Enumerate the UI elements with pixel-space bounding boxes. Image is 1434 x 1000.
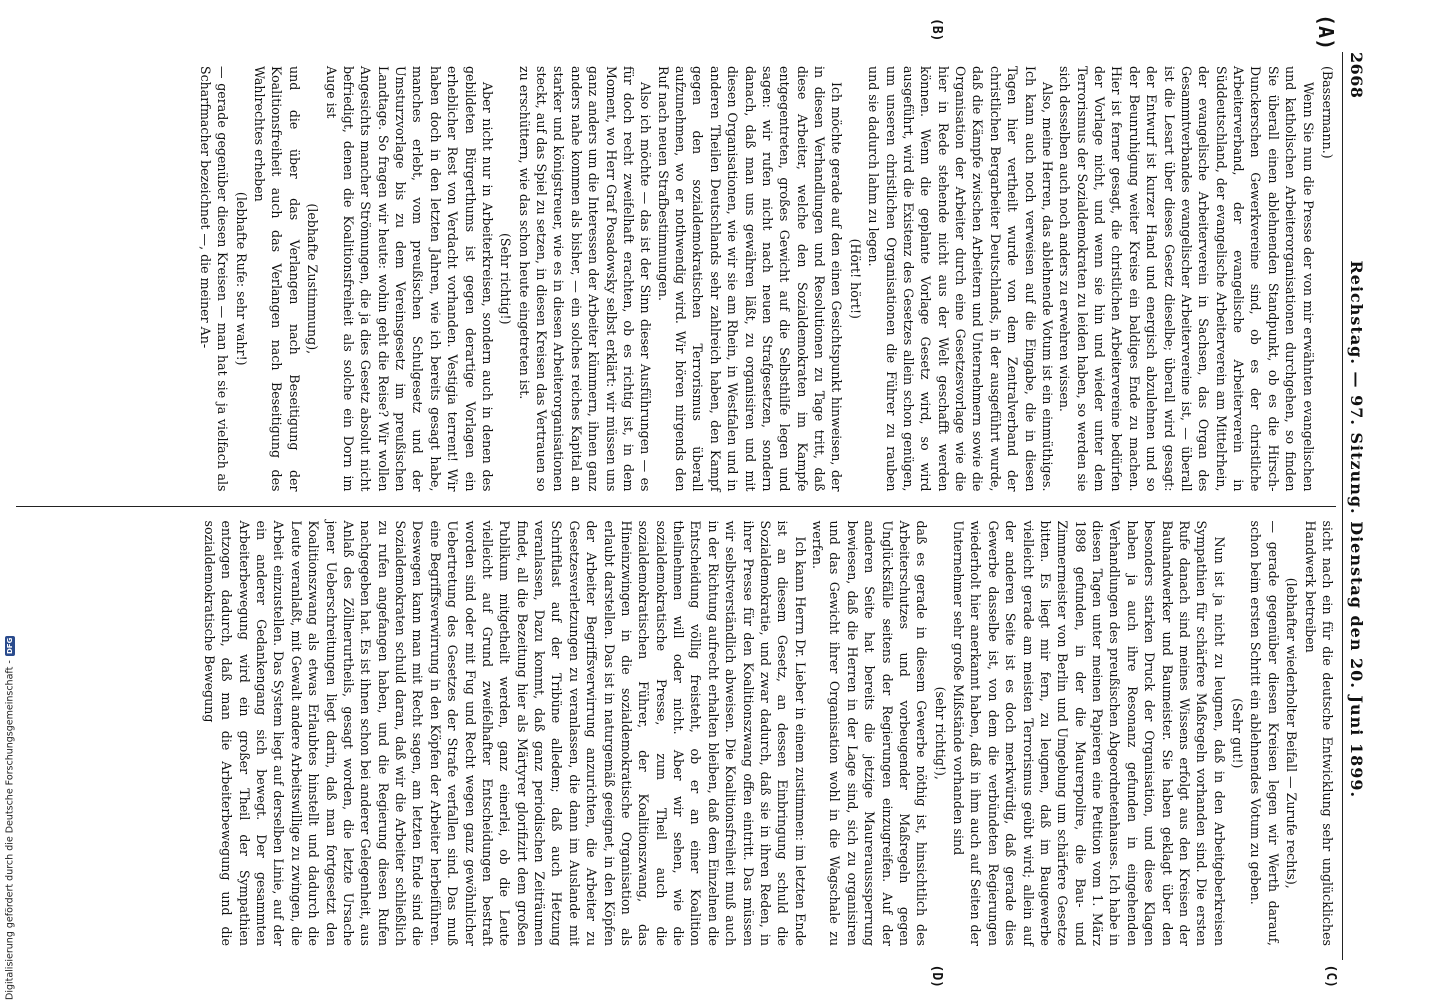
page-header [1342, 52, 1366, 960]
interjection: (lebhafte Rufe: sehr wahr!) [233, 191, 249, 366]
paragraph: Aber nicht nur in Arbeiterkreisen, sondern auch in denen des gebildeten Bürgerthums ist gegen derartige Vorlagen ein erheblicher Rest von Verdacht vorhanden. Vestigia terrent! Wir haben doch in den letzten Jahren, wie ich bereits gesagt habe, manches erlebt, vom preußischen Schulgesetz und der Umsturzvorlage bis zu dem Vereinsgesetz im preußischen Landtage. So fragen wir heute: wohin geht die Reise? Wir wollen Angesichts mancher Strömungen, die ja dies Gesetz absolut nicht befriedigt, denen die Koalitionsfreiheit als solche ein Dorn im Auge ist [323, 66, 495, 492]
interjection: (sehr richtig!), [932, 686, 948, 780]
dfg-logo: DFG [6, 637, 14, 655]
interjection: (Hört! hört!) [847, 238, 863, 319]
margin-marker-a: (A) [1314, 14, 1338, 51]
paragraph: Also, meine Herren, das ablehnende Votum ist ein einmüthiges. Ich kann auch noch verweisen auf die Eingabe, die in diesen Tagen hier vertheilt wurde von dem Zentralverband der christlichen Bergarbeiter Deutschlands, in der ausgeführt wurde, daß die Kämpfe zwischen Arbeitern und Unternehmern sowie die Organisation der Arbeiter durch eine Gesetzesvorlage wie die hier in Rede stehende nicht aus der Welt geschafft werden können. Wenn die geplante Vorlage Gesetz wird, so wird ausgeführt, wird die Existenz des Gesetzes allein schon genügen, um unseren christlichen Organisationen die Führer zu rauben und sie dadurch lahm zu legen. [866, 66, 1055, 492]
margin-marker-d: (D) [929, 964, 944, 988]
paragraph: Ich möchte gerade auf den einen Gesichtspunkt hinweisen, der in diesen Verhandlungen und Resolutionen zu Tage tritt, daß diese Arbeiter, welche den Sozialdemokraten im Kampfe entgegentreten, großes Gewicht auf die Selbsthilfe legen und sagen: wir rufen nicht nach neuen Strafgesetzen, sondern danach, daß man uns gewähren läßt, zu organisiren und mit diesen Organisationen, wie wir sie am Rhein, in Westfalen und in anderen Theilen Deutschlands sehr zahlreich haben, den Kampf gegen den sozialdemokratischen Terrorismus überall aufzunehmen, wo er nothwendig wird. Wir hören nirgends den Ruf nach neuen Strafbestimmungen. [655, 66, 845, 492]
speaker-name: (Bassermann.) [1320, 66, 1335, 159]
credit-text: Digitalisierung gefördert durch die Deutsche Forschungsgemeinschaft - [4, 660, 16, 1000]
interjection: (lebhafte Zustimmung), [305, 203, 321, 355]
right-column [16, 507, 1336, 961]
paragraph: — gerade gegenüber diesen Kreisen — man hat sie ja vielfach als Scharfmacher bezeichnet —, die meiner An- [198, 66, 231, 492]
page-title: Reichstag. — 97. Sitzung. Dienstag den 20. Juni 1899. [1347, 260, 1366, 799]
text-columns [16, 14, 1338, 988]
left-column [16, 52, 1336, 506]
paragraph: Wenn Sie nun die Presse der von mir erwähnten evangelischen und katholischen Arbeiterorganisationen durchgehen, so finden Sie überall einen ablehnenden Standpunkt, ob es die Hirsch-Dunckerschen Gewerkvereine sind, ob es der christliche Arbeiterverband, der evangelische Arbeiterverein in Süddeutschland, der evangelische Arbeiterverein am Mittelrhein, der evangelische Arbeiterverein in Sachsen, das Organ des Gesammtverbandes evangelischer Arbeitervereine ist, — überall ist die Lesart über dieses Gesetz dieselbe; überall wird gesagt: der Entwurf ist kurzer Hand und energisch abzulehnen und so der Beunruhigung weiter Kreise ein baldiges Ende zu machen. Hier ist ferner gesagt, die christlichen Arbeitervereine bedürfen der Vorlage nicht, und wenn sie hin und wieder unter dem Terrorismus der Sozialdemokraten zu leiden haben, so werden sie sich desselben auch noch anders zu erwehren wissen. [1057, 66, 1316, 492]
margin-marker-b: (B) [929, 18, 944, 42]
interjection: (Sehr richtig!) [498, 233, 514, 325]
paragraph: Nun ist ja nicht zu leugnen, daß in den Arbeitgeberkreisen Sympathien für schärfere Maßregeln vorhanden sind. Die ersten Rufe danach sind meines Wissens erfolgt aus den Kreisen der Bauhandwerker und Baumeister. Sie haben geklagt über den besonders starken Druck der Organisation, und diese Klagen haben ja auch ihre Resonanz gefunden in eingehenden Verhandlungen des preußischen Abgeordnetenhauses. Ich habe in diesen Tagen unter meinen Papieren eine Petition vom 1. März 1898 gefunden, in der die Maurerpolire, die Bau- und Zimmermeister von Berlin und Umgebung um schärfere Gesetze bitten. Es liegt mir fern, zu leugnen, daß im Baugewerbe vielleicht gerade am meisten Terrorismus geübt wird; allein auf der anderen Seite ist es doch merkwürdig, daß gerade dies Gewerbe dasselbe ist, von dem die verbündeten Regierungen wiederholt hier anerkannt haben, daß in ihm auch auf Seiten der Unternehmer sehr große Mißstände vorhanden sind [951, 520, 1227, 946]
paragraph: Ich kann Herrn Dr. Lieber in einem zustimmen: im letzten Ende ist an diesem Gesetz, an dessen Einbringung schuld die Sozialdemokratie, und zwar dadurch, daß sie in ihren Reden, in ihrer Presse für den Koalitionszwang offen eintritt. Das müssen wir selbstverständlich abweisen. Die Koalitionsfreiheit muß auch in der Richtung aufrecht erhalten bleiben, daß dem Einzelnen die Entscheidung völlig freisteht, ob er an einer Koalition theilnehmen will oder nicht. Aber wir sehen, wie die sozialdemokratische Presse, zum Theil auch die sozialdemokratischen Führer, der Koalitionszwang, das Hineinzwingen in die sozialdemokratische Organisation als erlaubt darstellen. Das ist in naturgemäß geeignet, in den Köpfen der Arbeiter Begriffsverwirrung anzurichten, die Arbeiter zu Gesetzesverletzungen zu veranlassen, die dann im Auslande mit Schriftlast auf der Tribüne alledem; daß auch Hetzung veranlassen, Dazu kommt, daß ganz periodischen Zeiträumen findet, all die Bezeitung hier als Märtyrer glorifizirt dem großen Publikum mitgetheilt werden, ganz einerlei, ob die Leute vielleicht auf Grund zweifelhafter Entscheidungen bestraft worden sind oder mit Fug und Recht wegen ganz gewöhnlicher Uebertretung des Gesetzes der Strafe verfallen sind. Das muß eine Begriffsverwirrung in den Köpfen der Arbeiter herbeiführen. Deswegen kann man mit Recht sagen, am letzten Ende sind die Sozialdemokraten schuld daran, daß wir die Arbeiter schließlich zu rufen angefangen haben, und die Regierung diesen Rufen nachgegeben hat. Es ist ihnen schon bei anderer Gelegenheit, aus Anlaß des Zöllnerurtheils, gesagt worden, die letzte Ursache jener Ueberschreitungen liegt darin, daß man fortgesetzt den Koalitionszwang als etwas Erlaubtes hinstellt und dadurch die Leute veranlaßt, mit Gewalt andere Arbeitswillige zu zwingen, die Arbeit einzustellen. Das System liegt auf derselben Linie, auf der ein anderer Gedankengang sich bewegt. Der gesammten Arbeiterbewegung wird ein großer Theil der Sympathien entzogen dadurch, daß man die Arbeiterbewegung und die sozialdemokratische Bewegung [202, 520, 808, 946]
paragraph: Also ich möchte — das ist der Sinn dieser Ausführungen — es für doch recht zweifelhaft erachten, ob es richtig ist, in dem Moment, wo Herr Graf Posadowsky selbst erklärt: wir müssen uns ganz anders um die Interessen der Arbeiter kümmern, ihnen ganz anders nahe kommen als bisher, — ein solches reiches Kapital an starker und königstreuer, wie es in diesen Arbeiterorganisationen steckt, auf das Spiel zu setzen, in diesen Kreisen das Vertrauen so zu erschüttern, wie das schon heute eingetreten ist. [516, 66, 654, 492]
paragraph: und die über das Verlangen nach Beseitigung der Koalitionsfreiheit auch das Verlangen nach Beseitigung des Wahlrechtes erheben [252, 66, 302, 492]
page-number: 2668 [1347, 52, 1366, 99]
margin-marker-c: (C) [1323, 964, 1338, 988]
paragraph: sicht nach ein für die deutsche Entwicklung sehr unglückliches Handwerk betreiben [1302, 520, 1335, 946]
paragraph: — gerade gegenüber diesen Kreisen legen wir Werth darauf, schon beim ersten Schritt ein ablehnendes Votum zu geben. [1248, 520, 1281, 946]
interjection: (lebhafter wiederholter Beifall — Zurufe rechts), [1284, 577, 1300, 889]
interjection: (Sehr gut!) [1230, 698, 1246, 769]
paragraph: daß es gerade in diesem Gewerbe nöthig ist, hinsichtlich des Arbeiterschutzes und vorbeugender Maßregeln gegen Unglücksfälle seitens der Regierungen einzugreifen. Auf der anderen Seite hat bereits die jetzige Maurerausssperrung bewiesen, daß die Herren in der Lage sind, sich zu organisiren und das Gewicht ihrer Organisation wohl in die Wagschale zu werfen. [810, 520, 930, 946]
